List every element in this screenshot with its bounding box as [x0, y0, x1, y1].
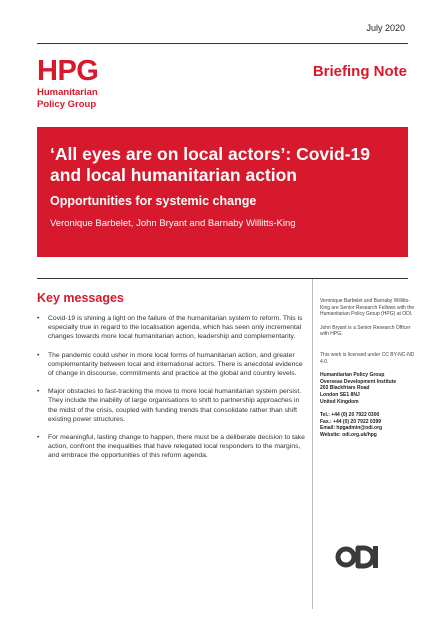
key-message-text: Major obstacles to fast-tracking the move to more local humanitarian system persist. They include the inability of large organisations to shift to partnership approaches in the midst of the crisis, coupled with funding trends that consolidate rather than shift existing power structures. — [48, 388, 302, 423]
address-line: United Kingdom — [320, 398, 359, 405]
title-banner — [37, 127, 408, 257]
key-messages-section — [37, 291, 305, 470]
list-item — [37, 351, 305, 379]
contact-website[interactable]: Website: odi.org.uk/hpg — [320, 431, 377, 438]
document-type: Briefing Note — [312, 63, 407, 80]
top-rule — [37, 43, 408, 44]
sidebar — [320, 298, 415, 439]
document-subtitle: Opportunities for systemic change — [50, 194, 257, 208]
bullet-icon: • — [37, 434, 40, 442]
license-note: This work is licensed under CC BY-NC-ND 4.0. — [320, 351, 415, 365]
column-divider — [312, 279, 313, 609]
list-item — [37, 387, 305, 424]
address-line: Overseas Development Institute — [320, 378, 397, 385]
key-messages-list — [37, 314, 305, 461]
document-title: ‘All eyes are on local actors’: Covid-19 and local humanitarian action — [50, 144, 370, 185]
key-messages-heading: Key messages — [37, 291, 124, 305]
contact-fax: Fax.: +44 (0) 20 7922 0399 — [320, 418, 382, 425]
odi-logo-graphic — [335, 544, 383, 570]
postal-address — [320, 372, 415, 405]
bullet-icon: • — [37, 351, 40, 359]
author-bryant-note: John Bryant is a Senior Research Officer with HPG. — [320, 324, 411, 338]
author-list: Veronique Barbelet, John Bryant and Barnaby Willitts-King — [50, 218, 296, 229]
hpg-logo-line1: Humanitarian — [37, 87, 98, 98]
key-message-text: The pandemic could usher in more local forms of humanitarian action, and greater complementarity between local and international actors. There is anecdotal evidence of change in discourse, commitments and practice at the global and country levels. — [48, 351, 303, 378]
author-affiliation-note: Veronique Barbelet and Barnaby Willitts-King are Senior Research Fellows with the Humanitarian Policy Group (HPG) at ODI. — [320, 298, 415, 318]
section-rule — [37, 278, 408, 279]
hpg-logo — [37, 56, 98, 110]
list-item — [37, 314, 305, 342]
address-line: London SE1 8NJ — [320, 391, 360, 398]
publication-date: July 2020 — [366, 23, 405, 33]
contact-tel: Tel.: +44 (0) 20 7922 0300 — [320, 412, 380, 419]
key-message-text: Covid-19 is shining a light on the failure of the humanitarian system to reform. This is especially true in regard to the localisation agenda, which has seen only incremental changes towards more local humanitarian action, leadership and complementarity. — [48, 315, 303, 341]
list-item — [37, 433, 305, 461]
hpg-logo-mark: HPG — [37, 55, 99, 87]
bullet-icon: • — [37, 388, 40, 396]
hpg-logo-line2: Policy Group — [37, 99, 97, 110]
bullet-icon: • — [37, 315, 40, 322]
address-line: Humanitarian Policy Group — [320, 372, 385, 379]
odi-logo-icon — [335, 544, 383, 575]
contact-email[interactable]: Email: hpgadmin@odi.org — [320, 425, 383, 432]
contact-details — [320, 412, 415, 438]
key-message-text: For meaningful, lasting change to happen, there must be a deliberate decision to take action, confront the inequalities that have relegated local responders to the margins, and embrace the opportunities of this reform agenda. — [48, 434, 305, 460]
address-line: 203 Blackfriars Road — [320, 385, 370, 392]
